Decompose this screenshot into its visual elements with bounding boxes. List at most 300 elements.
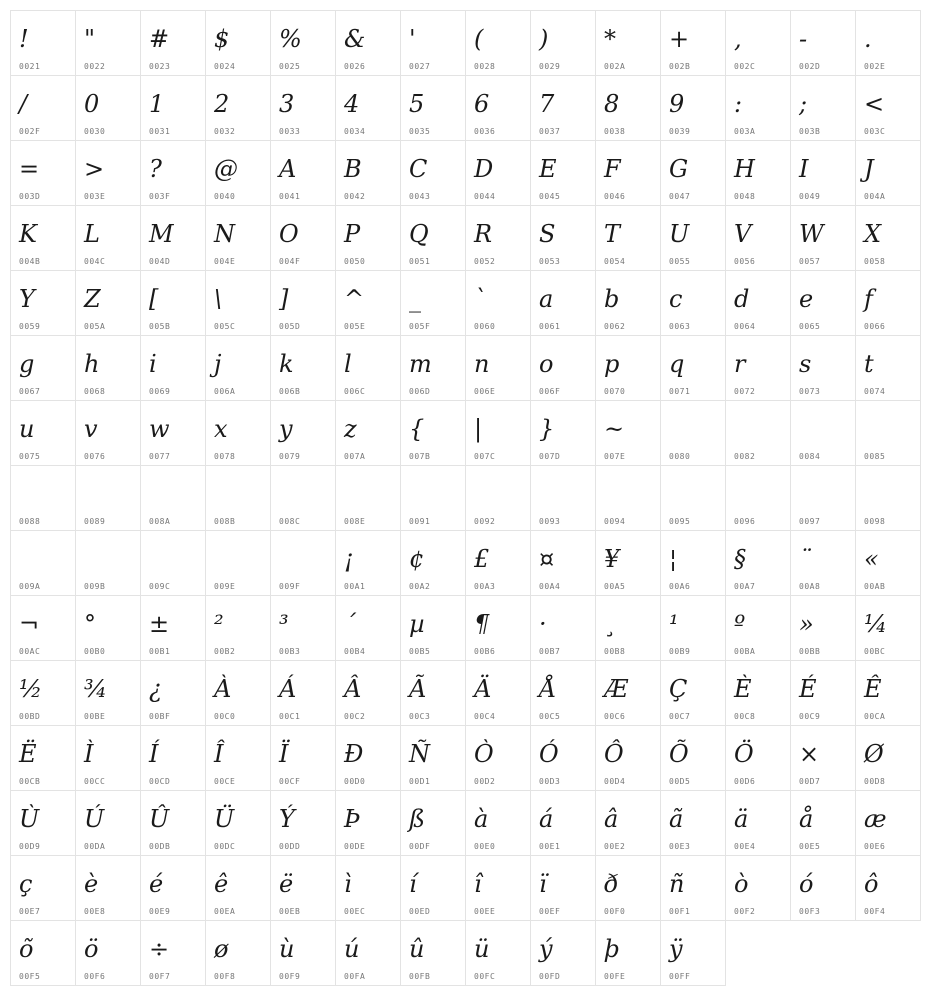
glyph-codepoint: 00C3: [409, 712, 431, 721]
glyph-cell: [270, 790, 336, 856]
glyph-sample: £: [474, 545, 490, 573]
glyph-sample: Ê: [864, 675, 882, 703]
glyph-sample: õ: [19, 935, 34, 963]
glyph-cell: [465, 400, 531, 466]
glyph-sample: Ó: [539, 740, 559, 768]
glyph-cell: [855, 75, 921, 141]
glyph-cell: [855, 270, 921, 336]
glyph-sample: ÿ: [669, 935, 683, 963]
glyph-cell: [400, 920, 466, 986]
glyph-cell: [205, 465, 271, 531]
glyph-cell: [660, 725, 726, 791]
glyph-codepoint: 00E8: [84, 907, 106, 916]
glyph-codepoint: 0092: [474, 517, 496, 526]
glyph-sample: 1: [149, 90, 165, 118]
glyph-cell: [790, 270, 856, 336]
glyph-codepoint: 00C7: [669, 712, 691, 721]
glyph-codepoint: 0069: [149, 387, 171, 396]
glyph-sample: z: [344, 415, 357, 443]
glyph-cell: [75, 660, 141, 726]
glyph-cell: [855, 790, 921, 856]
glyph-cell: [660, 660, 726, 726]
glyph-cell: [855, 400, 921, 466]
glyph-cell: [790, 205, 856, 271]
glyph-codepoint: 0040: [214, 192, 236, 201]
glyph-cell: [595, 790, 661, 856]
glyph-codepoint: 003E: [84, 192, 106, 201]
glyph-codepoint: 002C: [734, 62, 756, 71]
glyph-cell: [205, 205, 271, 271]
glyph-codepoint: 0077: [149, 452, 171, 461]
glyph-sample: Q: [409, 220, 429, 248]
glyph-cell: [335, 140, 401, 206]
glyph-codepoint: 0030: [84, 127, 106, 136]
glyph-codepoint: 0046: [604, 192, 626, 201]
glyph-sample: ô: [864, 870, 879, 898]
glyph-cell: [400, 400, 466, 466]
glyph-sample: ]: [279, 285, 289, 313]
glyph-sample: $: [214, 25, 230, 53]
glyph-cell: [10, 855, 76, 921]
glyph-codepoint: 00B2: [214, 647, 236, 656]
glyph-cell: [595, 75, 661, 141]
glyph-cell: [335, 335, 401, 401]
glyph-codepoint: 00DA: [84, 842, 106, 851]
glyph-codepoint: 0029: [539, 62, 561, 71]
glyph-codepoint: 004B: [19, 257, 41, 266]
glyph-cell: [75, 465, 141, 531]
glyph-sample: v: [84, 415, 98, 443]
glyph-codepoint: 00CB: [19, 777, 41, 786]
glyph-codepoint: 00C0: [214, 712, 236, 721]
glyph-codepoint: 008B: [214, 517, 236, 526]
glyph-codepoint: 0039: [669, 127, 691, 136]
glyph-codepoint: 0060: [474, 322, 496, 331]
glyph-cell: [465, 725, 531, 791]
glyph-sample: ^: [344, 285, 365, 313]
glyph-cell: [10, 10, 76, 76]
glyph-sample: ,: [734, 25, 742, 53]
glyph-cell: [270, 75, 336, 141]
glyph-codepoint: 00E3: [669, 842, 691, 851]
glyph-codepoint: 00F6: [84, 972, 106, 981]
glyph-codepoint: 006D: [409, 387, 431, 396]
glyph-codepoint: 00B1: [149, 647, 171, 656]
glyph-sample: @: [214, 155, 238, 183]
glyph-codepoint: 0037: [539, 127, 561, 136]
glyph-sample: ù: [279, 935, 295, 963]
glyph-cell: [335, 400, 401, 466]
glyph-sample: ": [84, 25, 96, 53]
glyph-codepoint: 004A: [864, 192, 886, 201]
glyph-sample: y: [279, 415, 293, 443]
glyph-sample: Î: [214, 740, 224, 768]
glyph-codepoint: 00F8: [214, 972, 236, 981]
glyph-codepoint: 00BE: [84, 712, 106, 721]
glyph-sample: ñ: [669, 870, 685, 898]
glyph-sample: 0: [84, 90, 100, 118]
glyph-sample: >: [84, 155, 105, 183]
glyph-cell: [790, 335, 856, 401]
glyph-cell: [595, 855, 661, 921]
glyph-codepoint: 00C8: [734, 712, 756, 721]
glyph-cell: [530, 660, 596, 726]
glyph-codepoint: 005B: [149, 322, 171, 331]
glyph-codepoint: 00CE: [214, 777, 236, 786]
glyph-codepoint: 009F: [279, 582, 301, 591]
glyph-sample: &: [344, 25, 366, 53]
glyph-sample: Â: [344, 675, 362, 703]
glyph-cell: [270, 205, 336, 271]
glyph-sample: u: [19, 415, 35, 443]
glyph-cell: [790, 595, 856, 661]
glyph-codepoint: 00D0: [344, 777, 366, 786]
glyph-codepoint: 0061: [539, 322, 561, 331]
glyph-codepoint: 0053: [539, 257, 561, 266]
glyph-sample: ;: [799, 90, 808, 118]
glyph-cell: [400, 530, 466, 596]
glyph-codepoint: 003A: [734, 127, 756, 136]
glyph-sample: <: [864, 90, 885, 118]
glyph-cell: [465, 660, 531, 726]
glyph-cell: [530, 400, 596, 466]
glyph-codepoint: 003C: [864, 127, 886, 136]
glyph-cell: [530, 75, 596, 141]
glyph-sample: F: [604, 155, 621, 183]
glyph-cell: [725, 140, 791, 206]
glyph-sample: X: [864, 220, 882, 248]
glyph-sample: ¿: [149, 675, 162, 703]
glyph-codepoint: 0079: [279, 452, 301, 461]
glyph-sample: Ò: [474, 740, 494, 768]
glyph-sample: J: [864, 155, 874, 183]
glyph-cell: [270, 920, 336, 986]
glyph-cell: [335, 530, 401, 596]
glyph-sample: U: [669, 220, 690, 248]
glyph-cell: [595, 335, 661, 401]
glyph-sample: ¶: [474, 610, 490, 638]
glyph-cell: [205, 400, 271, 466]
glyph-cell: [205, 140, 271, 206]
glyph-sample: ÷: [149, 935, 170, 963]
glyph-sample: Ù: [19, 805, 40, 833]
glyph-sample: ·: [539, 610, 547, 638]
glyph-codepoint: 003D: [19, 192, 41, 201]
glyph-cell: [530, 595, 596, 661]
glyph-cell: [530, 920, 596, 986]
glyph-codepoint: 009A: [19, 582, 41, 591]
glyph-sample: #: [149, 25, 170, 53]
glyph-sample: È: [734, 675, 752, 703]
glyph-sample: W: [799, 220, 824, 248]
glyph-cell: [660, 595, 726, 661]
glyph-cell: [140, 75, 206, 141]
glyph-sample: k: [279, 350, 294, 378]
glyph-cell: [400, 595, 466, 661]
glyph-sample: D: [474, 155, 494, 183]
glyph-codepoint: 0027: [409, 62, 431, 71]
glyph-sample: À: [214, 675, 232, 703]
glyph-cell: [75, 855, 141, 921]
glyph-codepoint: 0051: [409, 257, 431, 266]
glyph-codepoint: 00C2: [344, 712, 366, 721]
glyph-sample: Ã: [409, 675, 427, 703]
glyph-cell: [660, 335, 726, 401]
glyph-cell: [75, 205, 141, 271]
glyph-cell: [205, 660, 271, 726]
glyph-cell: [140, 855, 206, 921]
glyph-sample: Ä: [474, 675, 492, 703]
glyph-cell: [790, 140, 856, 206]
glyph-cell: [400, 10, 466, 76]
glyph-cell: [725, 595, 791, 661]
glyph-sample: ó: [799, 870, 814, 898]
glyph-codepoint: 00C4: [474, 712, 496, 721]
glyph-cell: [790, 530, 856, 596]
glyph-cell: [205, 855, 271, 921]
glyph-sample: 8: [604, 90, 620, 118]
glyph-cell: [270, 725, 336, 791]
glyph-cell: [400, 855, 466, 921]
glyph-sample: *: [604, 25, 616, 53]
glyph-codepoint: 0031: [149, 127, 171, 136]
glyph-sample: â: [604, 805, 619, 833]
glyph-codepoint: 0089: [84, 517, 106, 526]
glyph-codepoint: 0078: [214, 452, 236, 461]
glyph-sample: l: [344, 350, 352, 378]
glyph-sample: c: [669, 285, 683, 313]
glyph-sample: A: [279, 155, 297, 183]
glyph-cell: [855, 465, 921, 531]
glyph-sample: µ: [409, 610, 425, 638]
glyph-codepoint: 00B5: [409, 647, 431, 656]
glyph-codepoint: 00CD: [149, 777, 171, 786]
glyph-cell: [140, 400, 206, 466]
glyph-cell: [75, 75, 141, 141]
glyph-codepoint: 00BC: [864, 647, 886, 656]
glyph-codepoint: 0052: [474, 257, 496, 266]
glyph-codepoint: 00EB: [279, 907, 301, 916]
glyph-cell: [140, 595, 206, 661]
glyph-sample: t: [864, 350, 874, 378]
glyph-codepoint: 0070: [604, 387, 626, 396]
glyph-cell: [855, 595, 921, 661]
glyph-cell: [465, 270, 531, 336]
glyph-codepoint: 0044: [474, 192, 496, 201]
glyph-codepoint: 003F: [149, 192, 171, 201]
glyph-codepoint: 007A: [344, 452, 366, 461]
glyph-cell: [335, 790, 401, 856]
glyph-codepoint: 00FF: [669, 972, 691, 981]
glyph-sample: Í: [149, 740, 159, 768]
glyph-cell: [140, 920, 206, 986]
glyph-sample: g: [19, 350, 35, 378]
glyph-codepoint: 008A: [149, 517, 171, 526]
glyph-codepoint: 0068: [84, 387, 106, 396]
glyph-sample: ü: [474, 935, 490, 963]
glyph-cell: [205, 530, 271, 596]
glyph-cell: [400, 140, 466, 206]
glyph-cell: [270, 335, 336, 401]
glyph-sample: r: [734, 350, 746, 378]
glyph-sample: ³: [279, 610, 289, 638]
glyph-sample: ý: [539, 935, 553, 963]
glyph-cell: [205, 270, 271, 336]
glyph-codepoint: 006A: [214, 387, 236, 396]
glyph-sample: \: [214, 285, 223, 313]
glyph-cell: [270, 595, 336, 661]
glyph-sample: ï: [539, 870, 547, 898]
glyph-codepoint: 00C9: [799, 712, 821, 721]
glyph-sample: %: [279, 25, 302, 53]
glyph-sample: (: [474, 25, 484, 53]
glyph-codepoint: 0067: [19, 387, 41, 396]
glyph-codepoint: 0054: [604, 257, 626, 266]
glyph-cell: [595, 725, 661, 791]
glyph-sample: |: [474, 415, 483, 443]
glyph-codepoint: 00E6: [864, 842, 886, 851]
glyph-sample: 3: [279, 90, 295, 118]
glyph-codepoint: 0050: [344, 257, 366, 266]
glyph-cell: [270, 855, 336, 921]
glyph-sample: 5: [409, 90, 425, 118]
glyph-sample: ): [539, 25, 549, 53]
glyph-cell: [595, 10, 661, 76]
glyph-codepoint: 00D8: [864, 777, 886, 786]
glyph-sample: Ô: [604, 740, 624, 768]
glyph-codepoint: 004F: [279, 257, 301, 266]
glyph-cell: [660, 530, 726, 596]
glyph-cell: [725, 335, 791, 401]
glyph-codepoint: 00F2: [734, 907, 756, 916]
glyph-sample: _: [409, 285, 421, 313]
glyph-cell: [595, 465, 661, 531]
glyph-cell: [140, 270, 206, 336]
glyph-cell: [270, 530, 336, 596]
glyph-sample: ²: [214, 610, 224, 638]
glyph-sample: j: [214, 350, 222, 378]
glyph-sample: Ð: [344, 740, 364, 768]
glyph-cell: [140, 10, 206, 76]
glyph-codepoint: 0058: [864, 257, 886, 266]
glyph-cell: [660, 140, 726, 206]
glyph-codepoint: 002D: [799, 62, 821, 71]
glyph-codepoint: 00D9: [19, 842, 41, 851]
glyph-cell: [10, 660, 76, 726]
glyph-cell: [660, 790, 726, 856]
glyph-codepoint: 00B8: [604, 647, 626, 656]
glyph-codepoint: 00E5: [799, 842, 821, 851]
glyph-cell: [75, 530, 141, 596]
glyph-cell: [855, 205, 921, 271]
glyph-cell: [335, 855, 401, 921]
glyph-codepoint: 00E0: [474, 842, 496, 851]
glyph-codepoint: 0097: [799, 517, 821, 526]
glyph-codepoint: 00EF: [539, 907, 561, 916]
glyph-sample: Ö: [734, 740, 754, 768]
glyph-sample: ð: [604, 870, 619, 898]
glyph-cell: [205, 790, 271, 856]
glyph-cell: [855, 10, 921, 76]
glyph-codepoint: 005C: [214, 322, 236, 331]
glyph-codepoint: 0023: [149, 62, 171, 71]
glyph-cell: [205, 10, 271, 76]
glyph-cell: [595, 660, 661, 726]
glyph-codepoint: 00C6: [604, 712, 626, 721]
glyph-codepoint: 007E: [604, 452, 626, 461]
glyph-codepoint: 0055: [669, 257, 691, 266]
glyph-sample: å: [799, 805, 814, 833]
glyph-codepoint: 0065: [799, 322, 821, 331]
glyph-codepoint: 00A8: [799, 582, 821, 591]
glyph-sample: Ç: [669, 675, 688, 703]
glyph-sample: Æ: [604, 675, 629, 703]
glyph-cell: [660, 270, 726, 336]
glyph-cell: [140, 205, 206, 271]
glyph-codepoint: 00ED: [409, 907, 431, 916]
glyph-sample: 4: [344, 90, 360, 118]
glyph-sample: -: [799, 25, 808, 53]
glyph-cell: [75, 595, 141, 661]
glyph-sample: ì: [344, 870, 352, 898]
glyph-cell: [140, 140, 206, 206]
glyph-codepoint: 0074: [864, 387, 886, 396]
glyph-sample: Z: [84, 285, 101, 313]
glyph-sample: ã: [669, 805, 684, 833]
glyph-cell: [790, 725, 856, 791]
glyph-cell: [530, 725, 596, 791]
glyph-codepoint: 00A4: [539, 582, 561, 591]
glyph-cell: [400, 205, 466, 271]
glyph-sample: .: [864, 25, 872, 53]
glyph-sample: S: [539, 220, 556, 248]
glyph-sample: Ë: [19, 740, 37, 768]
glyph-cell: [335, 205, 401, 271]
glyph-cell: [660, 75, 726, 141]
glyph-codepoint: 00CC: [84, 777, 106, 786]
glyph-sample: Ø: [864, 740, 884, 768]
glyph-cell: [335, 920, 401, 986]
glyph-cell: [400, 270, 466, 336]
glyph-sample: 9: [669, 90, 685, 118]
glyph-cell: [270, 140, 336, 206]
glyph-sample: Ý: [279, 805, 295, 833]
glyph-codepoint: 00EE: [474, 907, 496, 916]
glyph-cell: [75, 140, 141, 206]
glyph-codepoint: 00DC: [214, 842, 236, 851]
glyph-codepoint: 007D: [539, 452, 561, 461]
glyph-codepoint: 00C1: [279, 712, 301, 721]
glyph-cell: [75, 270, 141, 336]
glyph-codepoint: 00BD: [19, 712, 41, 721]
glyph-sample: h: [84, 350, 100, 378]
glyph-codepoint: 002B: [669, 62, 691, 71]
glyph-sample: ×: [799, 740, 820, 768]
glyph-codepoint: 00D3: [539, 777, 561, 786]
glyph-sample: ¥: [604, 545, 620, 573]
glyph-codepoint: 007C: [474, 452, 496, 461]
glyph-sample: `: [474, 285, 486, 313]
glyph-sample: ë: [279, 870, 294, 898]
glyph-codepoint: 005F: [409, 322, 431, 331]
glyph-codepoint: 0064: [734, 322, 756, 331]
glyph-sample: L: [84, 220, 100, 248]
glyph-cell: [140, 790, 206, 856]
glyph-codepoint: 009B: [84, 582, 106, 591]
glyph-sample: æ: [864, 805, 887, 833]
glyph-codepoint: 00FD: [539, 972, 561, 981]
glyph-cell: [530, 530, 596, 596]
